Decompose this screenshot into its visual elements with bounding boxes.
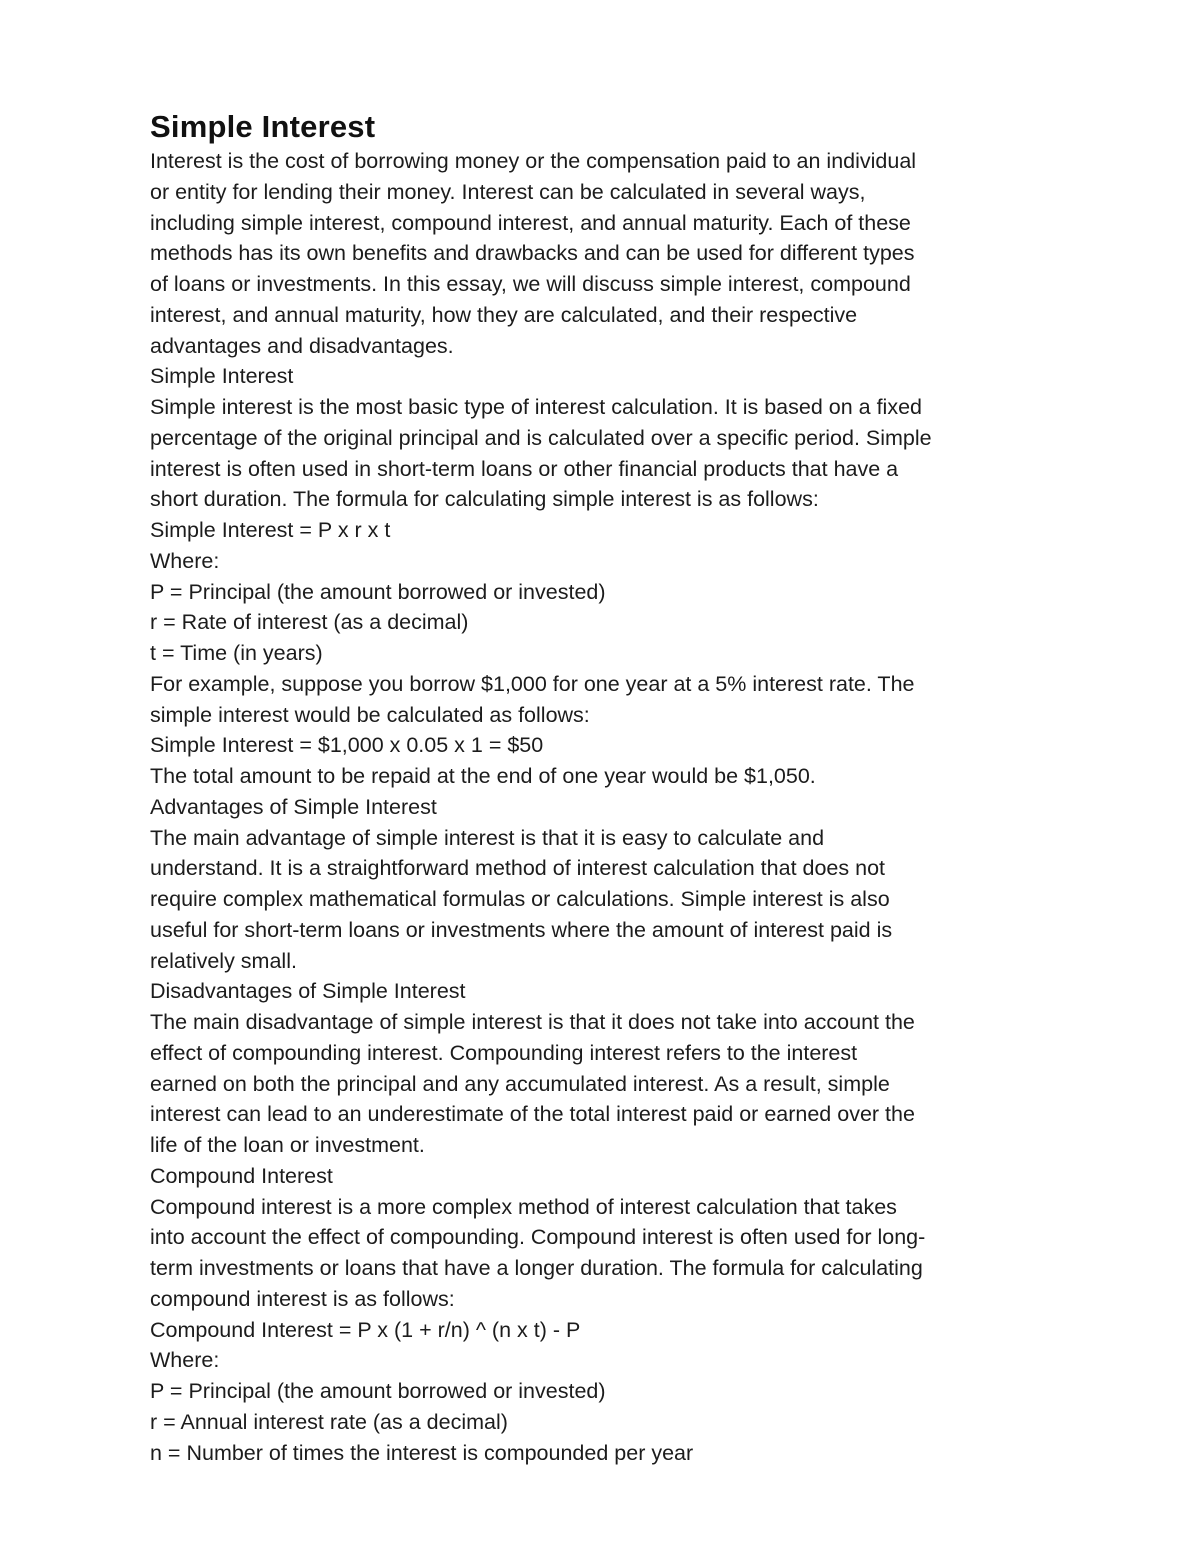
text-line: interest, and annual maturity, how they are calculated, and their respective (150, 302, 858, 327)
text-line: of loans or investments. In this essay, we will discuss simple interest, compound (150, 272, 911, 296)
text-line: r = Annual interest rate (as a decimal) (150, 1409, 508, 1434)
text-line: interest can lead to an underestimate of the total interest paid or earned over the (150, 1102, 915, 1127)
text-line: For example, suppose you borrow $1,000 for one year at a 5% interest rate. The (150, 671, 915, 696)
text-line: understand. It is a straightforward method of interest calculation that does not (150, 856, 885, 881)
text-line: including simple interest, compound interest, and annual maturity. Each of these (150, 210, 911, 235)
text-line: useful for short-term loans or investments where the amount of interest paid is (150, 917, 893, 942)
formula-line: Simple Interest = P x r x t (150, 518, 391, 542)
document-page (150, 108, 1070, 1468)
text-line: simple interest would be calculated as follows: (150, 702, 590, 727)
text-line: advantages and disadvantages. (150, 333, 454, 358)
text-line: effect of compounding interest. Compounding interest refers to the interest (150, 1040, 858, 1065)
text-line: percentage of the original principal and is calculated over a specific period. Simple (150, 425, 932, 450)
document-body (150, 146, 1070, 1468)
text-line: P = Principal (the amount borrowed or invested) (150, 1379, 606, 1403)
text-line: short duration. The formula for calculating simple interest is as follows: (150, 487, 819, 512)
text-line: Where: (150, 548, 220, 573)
text-line: Where: (150, 1348, 220, 1373)
text-line: Simple interest is the most basic type of interest calculation. It is based on a fixed (150, 395, 922, 419)
text-line: n = Number of times the interest is compounded per year (150, 1440, 694, 1465)
text-line: interest is often used in short-term loans or other financial products that have a (150, 456, 899, 481)
text-line: The total amount to be repaid at the end of one year would be $1,050. (150, 764, 816, 788)
text-line: methods has its own benefits and drawbacks and can be used for different types (150, 241, 915, 266)
text-line: t = Time (in years) (150, 641, 323, 665)
text-line: require complex mathematical formulas or calculations. Simple interest is also (150, 887, 890, 911)
text-line: Compound interest is a more complex method of interest calculation that takes (150, 1194, 897, 1219)
section-heading: Simple Interest (150, 364, 294, 389)
text-line: or entity for lending their money. Interest can be calculated in several ways, (150, 179, 866, 204)
text-line: Interest is the cost of borrowing money or the compensation paid to an individual (150, 149, 917, 173)
formula-line: Compound Interest = P x (1 + r/n) ^ (n x t) - P (150, 1317, 581, 1342)
text-line: The main disadvantage of simple interest is that it does not take into account the (150, 1010, 915, 1034)
text-line: r = Rate of interest (as a decimal) (150, 610, 469, 635)
section-heading: Disadvantages of Simple Interest (150, 979, 466, 1004)
text-line: The main advantage of simple interest is that it is easy to calculate and (150, 825, 825, 850)
text-line: relatively small. (150, 948, 297, 973)
section-heading: Compound Interest (150, 1163, 333, 1188)
text-line: life of the loan or investment. (150, 1133, 425, 1157)
formula-line: Simple Interest = $1,000 x 0.05 x 1 = $50 (150, 733, 544, 758)
text-line: earned on both the principal and any accumulated interest. As a result, simple (150, 1071, 890, 1096)
section-heading: Advantages of Simple Interest (150, 794, 437, 819)
text-line: compound interest is as follows: (150, 1286, 455, 1311)
text-line: term investments or loans that have a longer duration. The formula for calculating (150, 1256, 923, 1280)
text-line: P = Principal (the amount borrowed or invested) (150, 579, 606, 604)
text-line: into account the effect of compounding. Compound interest is often used for long- (150, 1225, 926, 1250)
document-title: Simple Interest (150, 109, 376, 144)
